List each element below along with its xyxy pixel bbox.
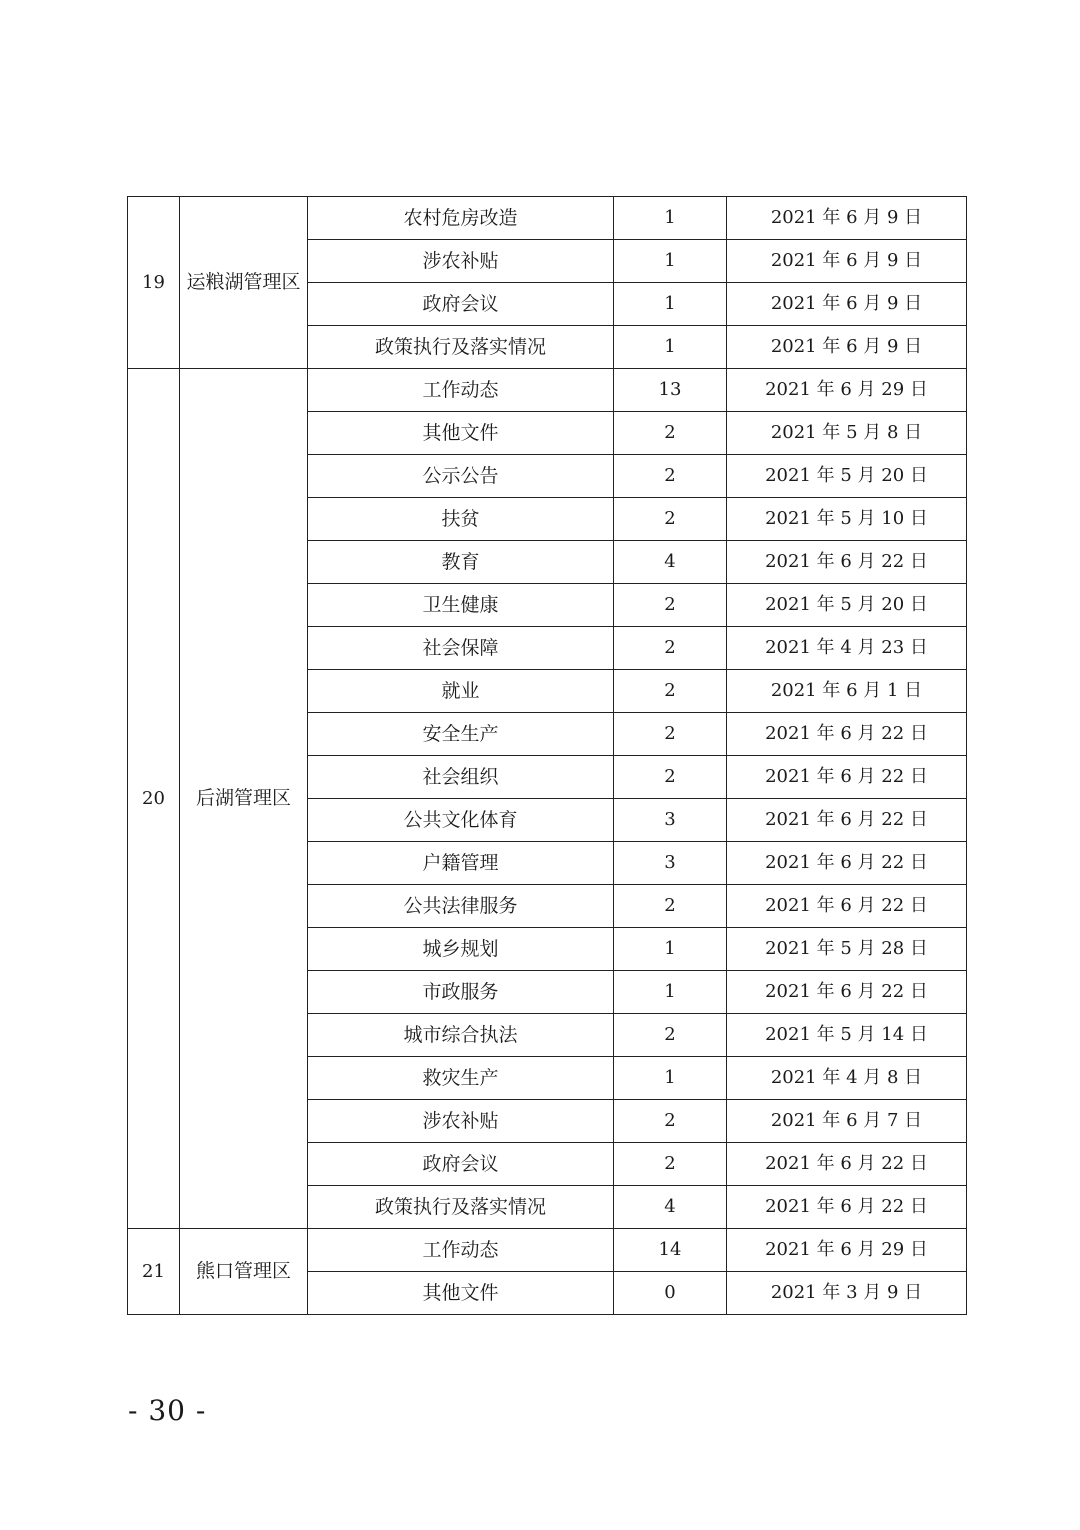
date-cell: 2021 年 5 月 8 日 — [727, 412, 967, 455]
count-cell: 2 — [614, 670, 727, 713]
item-cell: 其他文件 — [308, 412, 614, 455]
date-cell: 2021 年 6 月 9 日 — [727, 197, 967, 240]
count-cell: 2 — [614, 1014, 727, 1057]
date-cell: 2021 年 6 月 29 日 — [727, 1229, 967, 1272]
count-cell: 13 — [614, 369, 727, 412]
count-cell: 1 — [614, 1057, 727, 1100]
item-cell: 社会组织 — [308, 756, 614, 799]
date-cell: 2021 年 6 月 9 日 — [727, 283, 967, 326]
item-cell: 公共法律服务 — [308, 885, 614, 928]
date-cell: 2021 年 4 月 8 日 — [727, 1057, 967, 1100]
date-cell: 2021 年 4 月 23 日 — [727, 627, 967, 670]
table-row — [128, 197, 967, 240]
count-cell: 2 — [614, 455, 727, 498]
item-cell: 政府会议 — [308, 283, 614, 326]
count-cell: 2 — [614, 412, 727, 455]
count-cell: 14 — [614, 1229, 727, 1272]
count-cell: 2 — [614, 1143, 727, 1186]
item-cell: 涉农补贴 — [308, 1100, 614, 1143]
item-cell: 救灾生产 — [308, 1057, 614, 1100]
count-cell: 2 — [614, 584, 727, 627]
group-district-cell: 熊口管理区 — [180, 1229, 308, 1315]
item-cell: 公示公告 — [308, 455, 614, 498]
item-cell: 农村危房改造 — [308, 197, 614, 240]
item-cell: 安全生产 — [308, 713, 614, 756]
item-cell: 城乡规划 — [308, 928, 614, 971]
date-cell: 2021 年 6 月 22 日 — [727, 541, 967, 584]
count-cell: 0 — [614, 1272, 727, 1315]
count-cell: 4 — [614, 1186, 727, 1229]
item-cell: 工作动态 — [308, 369, 614, 412]
item-cell: 涉农补贴 — [308, 240, 614, 283]
item-cell: 市政服务 — [308, 971, 614, 1014]
count-cell: 2 — [614, 885, 727, 928]
count-cell: 2 — [614, 756, 727, 799]
count-cell: 2 — [614, 713, 727, 756]
item-cell: 户籍管理 — [308, 842, 614, 885]
item-cell: 教育 — [308, 541, 614, 584]
count-cell: 4 — [614, 541, 727, 584]
count-cell: 1 — [614, 197, 727, 240]
item-cell: 社会保障 — [308, 627, 614, 670]
date-cell: 2021 年 6 月 22 日 — [727, 756, 967, 799]
count-cell: 2 — [614, 498, 727, 541]
item-cell: 就业 — [308, 670, 614, 713]
table-row — [128, 1229, 967, 1272]
item-cell: 其他文件 — [308, 1272, 614, 1315]
item-cell: 政策执行及落实情况 — [308, 326, 614, 369]
group-district-cell: 后湖管理区 — [180, 369, 308, 1229]
date-cell: 2021 年 6 月 22 日 — [727, 1143, 967, 1186]
page-number: - 30 - — [128, 1394, 207, 1427]
count-cell: 3 — [614, 799, 727, 842]
count-cell: 1 — [614, 326, 727, 369]
date-cell: 2021 年 6 月 22 日 — [727, 971, 967, 1014]
date-cell: 2021 年 6 月 22 日 — [727, 713, 967, 756]
date-cell: 2021 年 5 月 14 日 — [727, 1014, 967, 1057]
group-seq-cell: 19 — [128, 197, 180, 369]
count-cell: 2 — [614, 1100, 727, 1143]
group-seq-cell: 21 — [128, 1229, 180, 1315]
date-cell: 2021 年 6 月 9 日 — [727, 326, 967, 369]
date-cell: 2021 年 5 月 28 日 — [727, 928, 967, 971]
date-cell: 2021 年 6 月 22 日 — [727, 842, 967, 885]
item-cell: 公共文化体育 — [308, 799, 614, 842]
date-cell: 2021 年 5 月 20 日 — [727, 584, 967, 627]
date-cell: 2021 年 6 月 7 日 — [727, 1100, 967, 1143]
date-cell: 2021 年 6 月 22 日 — [727, 1186, 967, 1229]
group-district-cell: 运粮湖管理区 — [180, 197, 308, 369]
item-cell: 城市综合执法 — [308, 1014, 614, 1057]
date-cell: 2021 年 6 月 22 日 — [727, 799, 967, 842]
table-body — [128, 197, 967, 1315]
item-cell: 政府会议 — [308, 1143, 614, 1186]
count-cell: 3 — [614, 842, 727, 885]
item-cell: 卫生健康 — [308, 584, 614, 627]
count-cell: 1 — [614, 971, 727, 1014]
date-cell: 2021 年 3 月 9 日 — [727, 1272, 967, 1315]
count-cell: 1 — [614, 928, 727, 971]
date-cell: 2021 年 6 月 1 日 — [727, 670, 967, 713]
date-cell: 2021 年 6 月 22 日 — [727, 885, 967, 928]
count-cell: 2 — [614, 627, 727, 670]
item-cell: 政策执行及落实情况 — [308, 1186, 614, 1229]
count-cell: 1 — [614, 283, 727, 326]
group-seq-cell: 20 — [128, 369, 180, 1229]
date-cell: 2021 年 6 月 29 日 — [727, 369, 967, 412]
item-cell: 扶贫 — [308, 498, 614, 541]
date-cell: 2021 年 6 月 9 日 — [727, 240, 967, 283]
disclosure-table — [127, 196, 967, 1315]
count-cell: 1 — [614, 240, 727, 283]
table-row — [128, 369, 967, 412]
date-cell: 2021 年 5 月 10 日 — [727, 498, 967, 541]
item-cell: 工作动态 — [308, 1229, 614, 1272]
date-cell: 2021 年 5 月 20 日 — [727, 455, 967, 498]
